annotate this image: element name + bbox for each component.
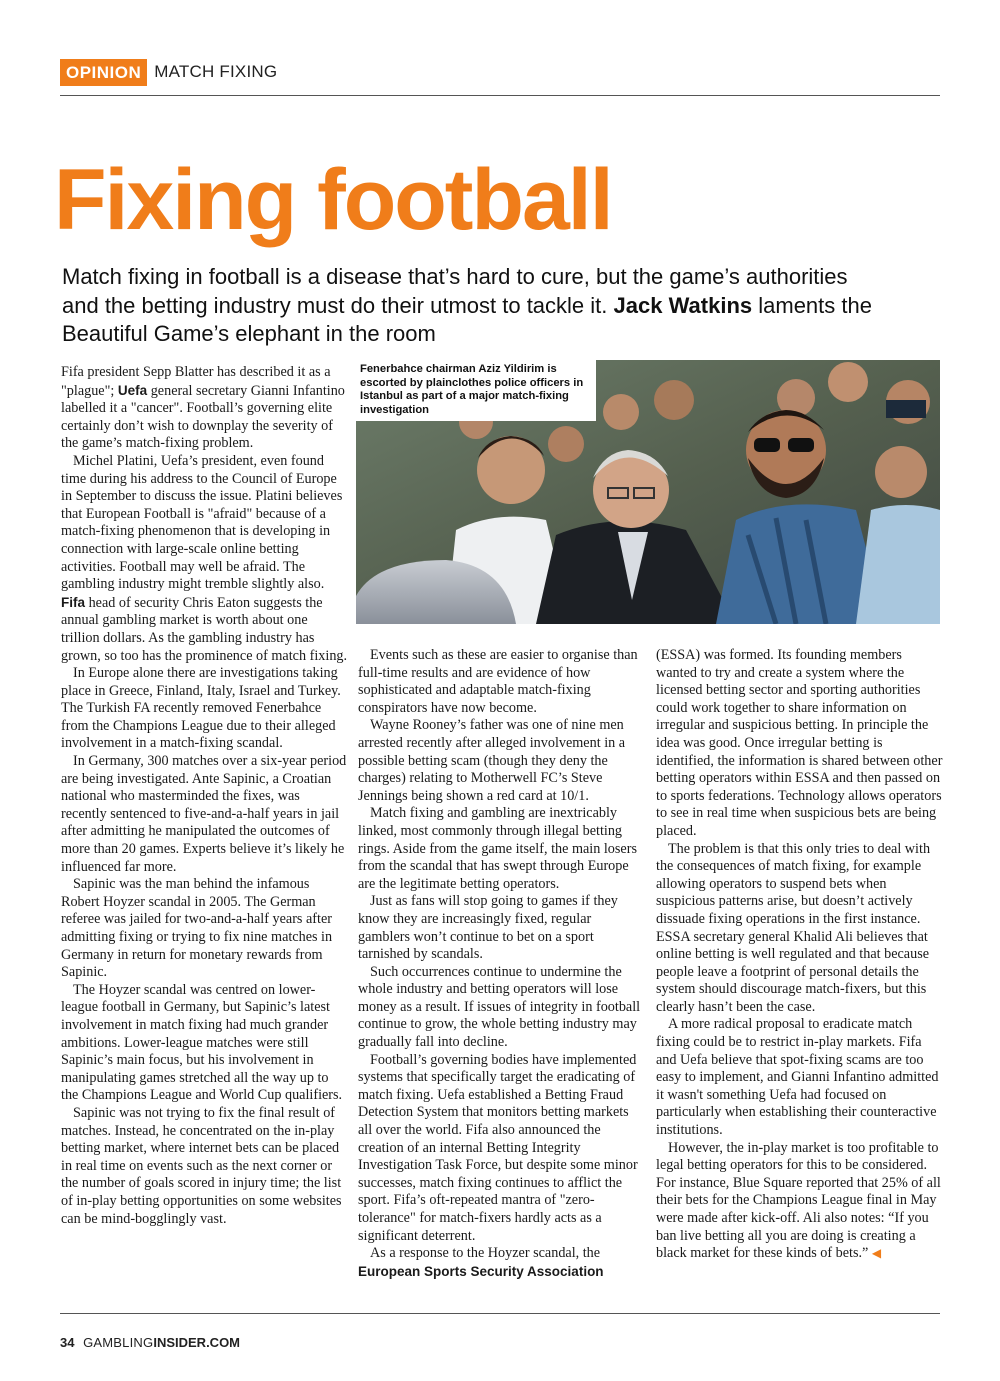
author-name: Jack Watkins bbox=[613, 292, 753, 318]
article-column-3 bbox=[656, 647, 943, 1263]
paragraph bbox=[61, 453, 348, 665]
text: head of security Chris Eaton suggests the annual gambling market is worth about one trillion dollars. As the gambling industry has grown, so too has the prominence of match fixing. bbox=[61, 594, 348, 664]
article-column-2 bbox=[358, 647, 645, 1281]
page-footer bbox=[60, 1335, 240, 1350]
bold-term: Fifa bbox=[61, 594, 86, 610]
paragraph: Events such as these are easier to organise than full-time results and are evidence of how sophisticated and adaptable match-fixing conspirators have now become. bbox=[358, 647, 638, 716]
paragraph: Just as fans will stop going to games if they know they are increasingly fixed, regular gamblers won’t continue to bet on a sport tarnished by scandals. bbox=[358, 893, 618, 963]
site-name-part: .COM bbox=[206, 1335, 241, 1350]
standfirst bbox=[62, 263, 882, 349]
paragraph: In Germany, 300 matches over a six-year period are being investigated. Ante Sapinic, a Croatian national who masterminded the fixes, was recently sentenced to five-and-a-half years in jail after admitting he manipulated the outcomes of more than 20 games. Experts believe it’s likely he influenced far more. bbox=[61, 753, 347, 875]
paragraph bbox=[656, 1140, 943, 1263]
headline: Fixing football bbox=[54, 152, 612, 248]
paragraph bbox=[61, 364, 348, 453]
text: Michel Platini, Uefa’s president, even found time during his address to the Council of Europe in September to discuss the issue. Platini believes that European Football is "afraid" because of a match-fixing phenomenon that is developing in connection with large-scale online betting activities. Football may well be afraid. The gambling industry might tremble slightly also. bbox=[61, 452, 343, 593]
article-column-1 bbox=[61, 364, 348, 1228]
photo-caption: Fenerbahce chairman Aziz Yildirim is escorted by plainclothes police officers in Istanbul as part of a major match-fixing investigation bbox=[356, 360, 596, 421]
paragraph: The problem is that this only tries to deal with the consequences of match fixing, for example allowing operators to suspend bets when suspicious patterns arise, but doesn’t actively dissuade fixing operations in the first instance. ESSA secretary general Khalid Ali believes that online betting is well regulated and that because people leave a footprint of personal details the system should discourage match-fixers, but this clearly hasn’t been the case. bbox=[656, 840, 931, 1015]
paragraph: (ESSA) was formed. Its founding members wanted to try and create a system where the licensed betting sector and sporting authorities could work together to share information on irregular and suspicious betting. In principle the idea was good. Once irregular betting is identified, the information is shared between other betting operators within ESSA and then passed on to sports federations. Technology allows operators to see in real time when suspicious bets are being placed. bbox=[656, 647, 943, 839]
text: As a response to the Hoyzer scandal, the bbox=[370, 1245, 601, 1262]
bold-term: Uefa bbox=[117, 382, 148, 398]
paragraph: A more radical proposal to eradicate match fixing could be to restrict in-play markets. Fifa and Uefa believe that spot-fixing scams are too easy to implement, and Gianni Infantino admitted it wasn't something Uefa had focused on particularly when establishing their counteractive institutions. bbox=[656, 1016, 939, 1139]
paragraph: The Hoyzer scandal was centred on lower-league football in Germany, but Sapinic’s latest involvement in match fixing had much grander ambitions. Lower-league matches were still Sapinic’s main focus, but his involvement in manipulating games stretched all the way up to the Champions League and World Cup qualifiers. bbox=[61, 981, 343, 1104]
bold-term: European Sports Security Association bbox=[358, 1263, 604, 1279]
paragraph: Such occurrences continue to undermine the whole industry and betting operators will lose money as a result. If issues of integrity in football continue to grow, the whole betting industry may gradually fall into decline. bbox=[358, 963, 641, 1051]
opinion-tag: OPINION bbox=[60, 59, 147, 86]
paragraph: Match fixing and gambling are inextricably linked, most commonly through illegal betting rings. Aside from the game itself, the main losers from the scandal that has swept through Europe are the legitimate betting operators. bbox=[358, 805, 637, 892]
text: However, the in-play market is too profitable to legal betting operators for this to be considered. For instance, Blue Square reported that 25% of all their bets for the Champions League final in May were made after kick-off. Ali also notes: “If you ban live betting all you are doing is creating a black market for these kinds of bets.” bbox=[656, 1139, 941, 1262]
paragraph: In Europe alone there are investigations taking place in Greece, Finland, Italy, Israel and Turkey. The Turkish FA recently removed Fenerbahce from the Champions League due to their alleged involvement in a match-fixing scandal. bbox=[61, 665, 341, 752]
end-mark-icon: ◀ bbox=[871, 1246, 882, 1261]
paragraph: Sapinic was not trying to fix the final result of matches. Instead, he concentrated on the in-play betting market, where internet bets can be placed in real time on events such as the next corner or the number of goals scored in injury time; the list of in-play betting opportunities on some websites can be mind-bogglingly vast. bbox=[61, 1104, 342, 1227]
article-photo bbox=[356, 360, 940, 624]
paragraph: Sapinic was the man behind the infamous Robert Hoyzer scandal in 2005. The German referee was jailed for two-and-a-half years after admitting fixing or trying to fix nine matches in Germany in return for monetary rewards from Sapinic. bbox=[61, 876, 333, 981]
standfirst-text: Match fixing in football is a disease that’s hard to cure, but the game’s authorities and the betting industry must do their utmost to tackle it. bbox=[62, 264, 848, 318]
section-header bbox=[60, 57, 277, 87]
footer-rule bbox=[60, 1313, 940, 1314]
site-name-part: INSIDER bbox=[153, 1335, 207, 1350]
site-name-part: GAMBLING bbox=[83, 1335, 154, 1350]
section-label: MATCH FIXING bbox=[154, 62, 278, 81]
paragraph: Football’s governing bodies have implemented systems that specifically target the eradicating of match fixing. Uefa established a Betting Fraud Detection System that monitors betting markets all over the world. Fifa also announced the creation of an internal Betting Integrity Investigation Task Force, but despite some minor successes, match fixing continues to afflict the sport. Fifa’s oft-repeated mantra of "zero-tolerance" for match-fixers hardly acts as a significant deterrent. bbox=[358, 1051, 638, 1244]
header-rule bbox=[60, 95, 940, 96]
text: general secretary Gianni Infantino labelled it a "cancer". Football’s governing elite certainly don’t wish to downplay the severity of the game’s match-fixing problem. bbox=[61, 382, 345, 452]
standfirst-tail: laments the Beautiful Game’s elephant in the room bbox=[62, 292, 872, 346]
text: Fifa president Sepp Blatter has described it as a "plague"; bbox=[61, 364, 331, 399]
page-number: 34 bbox=[60, 1335, 75, 1350]
paragraph: Wayne Rooney’s father was one of nine men arrested recently after alleged involvement in a possible betting scam (though they deny the charges) relating to Motherwell FC’s Steve Jennings being shown a red card at 10/1. bbox=[358, 717, 626, 804]
paragraph bbox=[358, 1245, 645, 1281]
